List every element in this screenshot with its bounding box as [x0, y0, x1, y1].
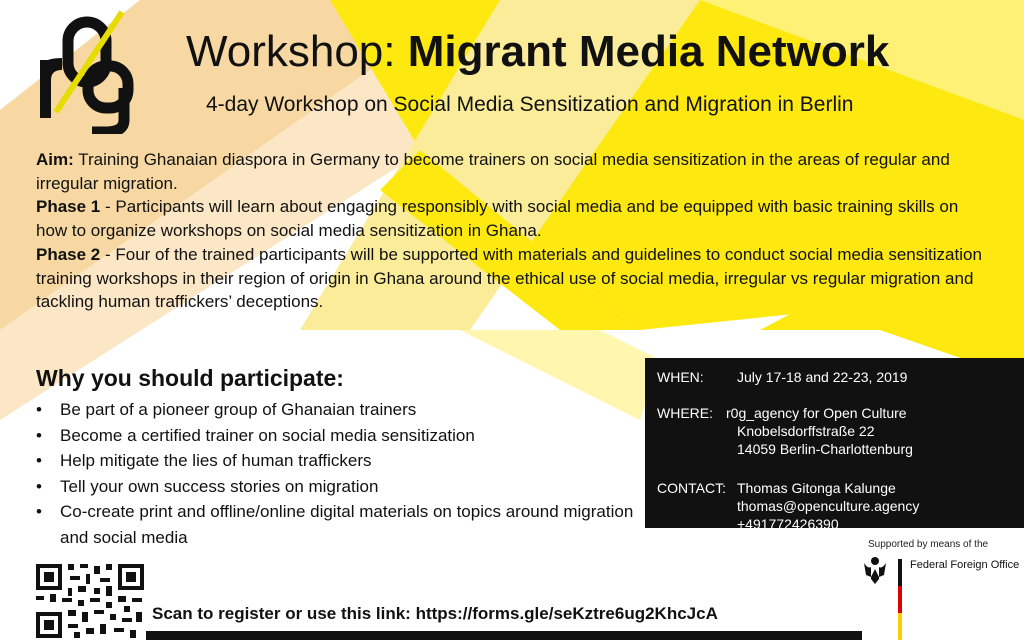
aim-text: Training Ghanaian diaspora in Germany to become trainers on social media sensitization in the areas of regular and irregular migration.	[36, 150, 950, 193]
list-item	[36, 397, 636, 423]
list-item	[36, 499, 636, 550]
phase1-label: Phase 1	[36, 197, 101, 217]
title-prefix: Workshop:	[186, 27, 408, 76]
why-list	[36, 397, 636, 550]
register-link[interactable]: Scan to register or use this link: https://forms.gle/seKztre6ug2KhcJcA	[152, 604, 718, 623]
federal-foreign-office-label: Federal Foreign Office	[910, 559, 1020, 571]
event-info-box	[645, 358, 1024, 532]
where-line1: r0g_agency for Open Culture	[726, 405, 907, 421]
bullet-icon: •	[36, 425, 42, 445]
title-main: Migrant Media Network	[407, 27, 890, 76]
list-item	[36, 474, 636, 500]
bottom-divider	[146, 631, 862, 640]
list-item-text: Co-create print and offline/online digital materials on topics around migration and social media	[60, 502, 634, 547]
r0g-logo	[34, 8, 138, 134]
phase1-text: - Participants will learn about engaging responsibly with social media and be equipped with basic training skills on how to organize workshops on social media sensitization in Ghana.	[36, 197, 959, 241]
where-label: WHERE:	[657, 405, 713, 421]
contact-email[interactable]: thomas@openculture.agency	[737, 498, 920, 514]
support-block	[862, 537, 1024, 640]
list-item-text: Help mitigate the lies of human traffickers	[60, 451, 372, 470]
bullet-icon: •	[36, 451, 42, 470]
phase2-label: Phase 2	[36, 244, 101, 264]
phase2-text: - Four of the trained participants will be supported with materials and guidelines to conduct social media sensitization training workshops in their region of origin in Ghana around the ethical use of social media, irregular vs regular migration and tackling human traffickers’ deceptions.	[36, 244, 982, 312]
list-item-text: Become a certified trainer on social media sensitization	[60, 425, 475, 445]
federal-eagle-icon	[862, 555, 888, 585]
list-item	[36, 423, 636, 449]
why-heading: Why you should participate:	[36, 365, 344, 391]
list-item	[36, 448, 636, 474]
list-item-text: Tell your own success stories on migration	[60, 476, 379, 496]
aim-label: Aim:	[36, 150, 74, 169]
contact-name: Thomas Gitonga Kalunge	[737, 480, 896, 496]
contact-phone[interactable]: +491772426390	[737, 516, 839, 532]
list-item-text: Be part of a pioneer group of Ghanaian trainers	[60, 400, 417, 419]
qr-code-icon[interactable]	[34, 562, 146, 640]
bullet-icon: •	[36, 476, 42, 496]
when-label: WHEN:	[657, 369, 704, 385]
when-value: July 17-18 and 22-23, 2019	[737, 369, 908, 385]
support-text: Supported by means of the	[868, 539, 989, 550]
page-title	[186, 28, 889, 76]
where-line3: 14059 Berlin-Charlottenburg	[737, 441, 913, 457]
phase2-paragraph	[36, 243, 986, 314]
phase1-paragraph	[36, 195, 986, 242]
intro-section	[36, 148, 986, 314]
bullet-icon: •	[36, 502, 42, 521]
aim-paragraph	[36, 148, 986, 195]
where-line2: Knobelsdorffstraße 22	[737, 423, 875, 439]
german-flag-stripe	[898, 559, 902, 640]
page-subtitle: 4-day Workshop on Social Media Sensitization and Migration in Berlin	[206, 93, 854, 116]
bullet-icon: •	[36, 400, 42, 419]
contact-label: CONTACT:	[657, 480, 726, 496]
